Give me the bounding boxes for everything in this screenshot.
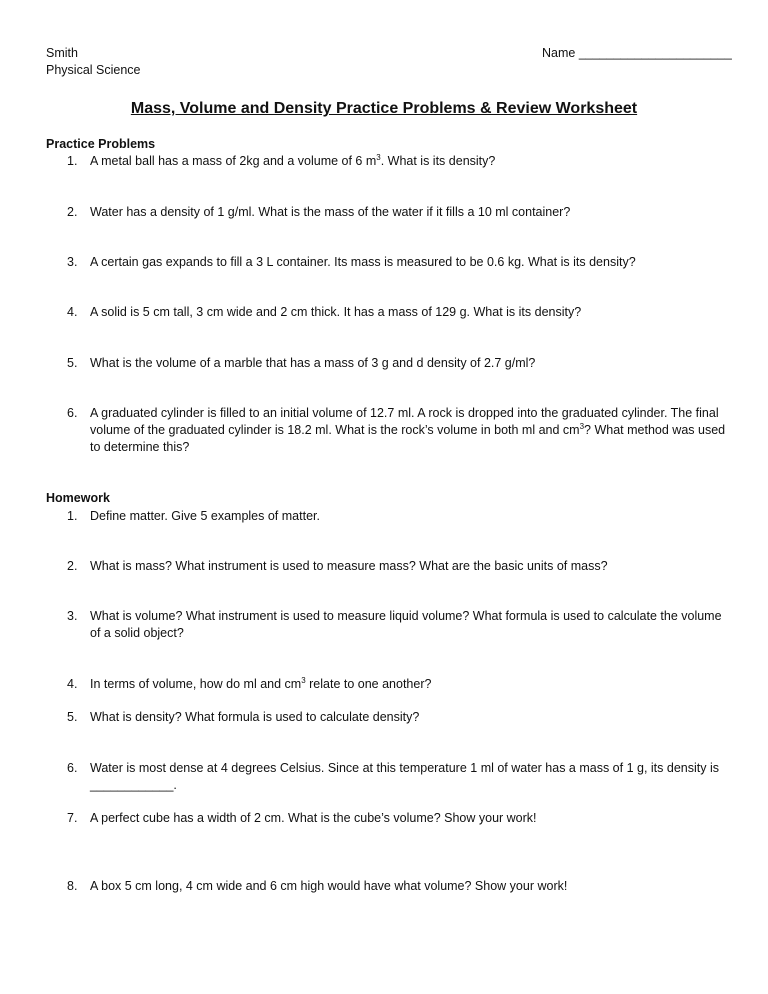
- practice-item: [67, 204, 727, 221]
- item-number: 2.: [67, 205, 78, 219]
- item-text: A metal ball has a mass of 2kg and a volume of 6 $m^3$. What is its density?: [90, 152, 496, 168]
- practice-item: [67, 304, 727, 321]
- item-text: What is volume? What instrument is used to measure liquid volume? What formula is used to calculate the volume of a solid object?: [90, 609, 722, 640]
- name-field: [542, 45, 732, 62]
- homework-item: [67, 760, 727, 794]
- name-label: Name: [542, 46, 576, 60]
- item-text: A solid is 5 cm tall, 3 cm wide and 2 cm thick. It has a mass of 129 g. What is its density?: [90, 305, 582, 319]
- item-number: 2.: [67, 559, 78, 573]
- item-text: Define matter. Give 5 examples of matter.: [90, 509, 320, 523]
- item-text: A box 5 cm long, 4 cm wide and 6 cm high would have what volume? Show your work!: [90, 879, 568, 893]
- homework-heading: Homework: [46, 491, 110, 505]
- item-number: 6.: [67, 761, 78, 775]
- homework-item: [67, 608, 727, 642]
- item-number: 1.: [67, 509, 78, 523]
- homework-item: [67, 878, 727, 895]
- item-text: What is mass? What instrument is used to measure mass? What are the basic units of mass?: [90, 559, 608, 573]
- practice-item: [67, 355, 727, 372]
- item-number: 5.: [67, 710, 78, 724]
- practice-item: [67, 405, 727, 456]
- item-number: 7.: [67, 811, 78, 825]
- item-number: 4.: [67, 677, 78, 691]
- item-text: What is the volume of a marble that has a mass of 3 g and d density of 2.7 g/ml?: [90, 356, 536, 370]
- item-number: 4.: [67, 305, 78, 319]
- item-text: A certain gas expands to fill a 3 L container. Its mass is measured to be 0.6 kg. What is its density?: [90, 255, 636, 269]
- item-number: 6.: [67, 406, 78, 420]
- course-name: Physical Science: [46, 63, 141, 77]
- homework-item: [67, 810, 727, 827]
- item-number: 5.: [67, 356, 78, 370]
- practice-heading: Practice Problems: [46, 137, 156, 151]
- practice-item: [67, 153, 727, 170]
- item-text: Water has a density of 1 g/ml. What is the mass of the water if it fills a 10 ml container?: [90, 205, 571, 219]
- item-number: 1.: [67, 154, 78, 168]
- item-text: A graduated cylinder is filled to an initial volume of 12.7 ml. A rock is dropped into the graduated cylinder. The final volume of the graduated cylinder is 18.2 ml. What is the rock’s volume in both ml and $cm^3$? What method was used to determine this?: [90, 406, 726, 454]
- homework-item: [67, 558, 727, 575]
- item-number: 8.: [67, 879, 78, 893]
- item-number: 3.: [67, 609, 78, 623]
- homework-item: [67, 676, 727, 693]
- homework-item: [67, 709, 727, 726]
- page-title: Mass, Volume and Density Practice Problems & Review Worksheet: [130, 100, 638, 117]
- item-text: What is density? What formula is used to calculate density?: [90, 710, 420, 724]
- header-left: [46, 45, 141, 79]
- name-blank: ______________________: [578, 46, 732, 60]
- item-number: 3.: [67, 255, 78, 269]
- teacher-name: Smith: [46, 46, 78, 60]
- item-text: Water is most dense at 4 degrees Celsius. Since at this temperature 1 ml of water has a mass of 1 g, its density is ____________.: [90, 761, 719, 792]
- homework-item: [67, 508, 727, 525]
- item-text: A perfect cube has a width of 2 cm. What is the cube’s volume? Show your work!: [90, 811, 537, 825]
- item-text: In terms of volume, how do ml and $cm^3$ relate to one another?: [90, 675, 432, 691]
- practice-item: [67, 254, 727, 271]
